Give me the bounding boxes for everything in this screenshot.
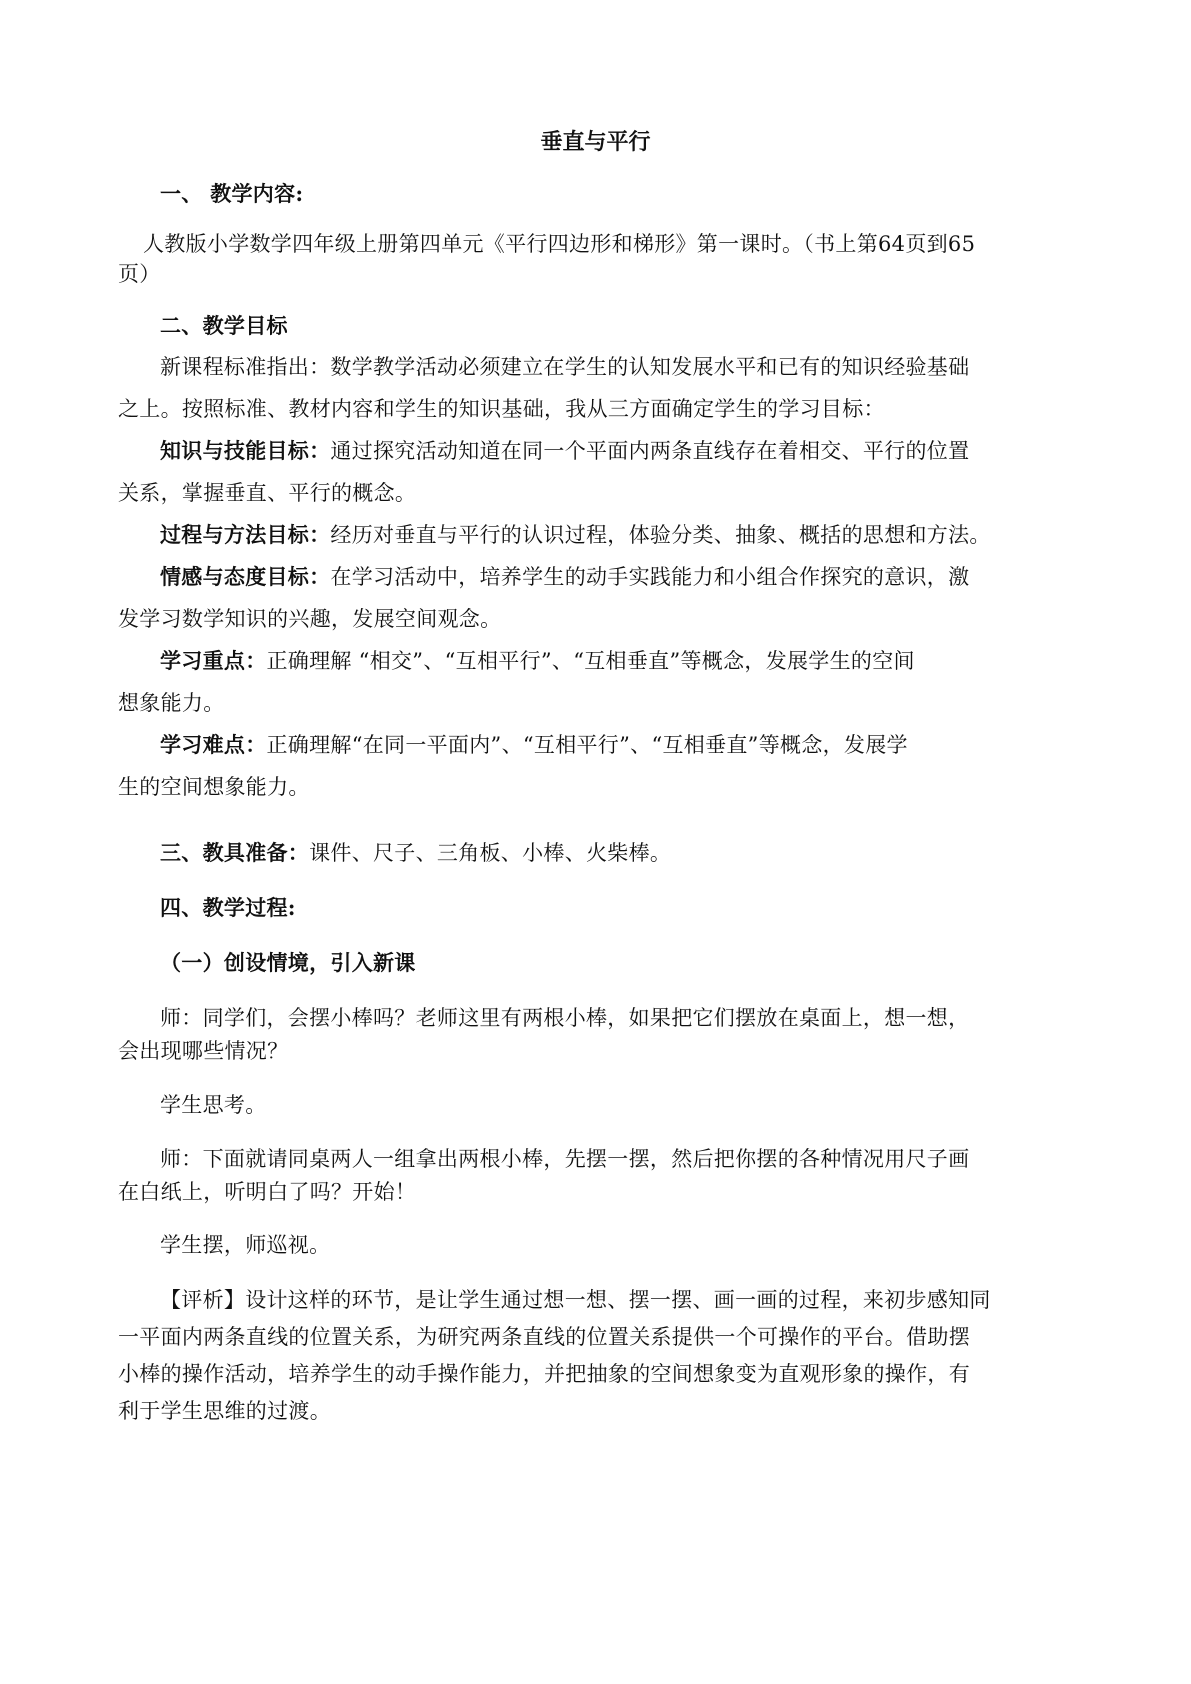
goal-knowledge-text: 通过探究活动知道在同一个平面内两条直线存在着相交、平行的位置 — [330, 439, 970, 463]
section-2-intro-line-1: 新课程标准指出：数学教学活动必须建立在学生的认知发展水平和已有的知识经验基础 — [160, 355, 970, 379]
paragraph-5-line-1: 【评析】设计这样的环节，是让学生通过想一想、摆一摆、画一画的过程，来初步感知同 — [160, 1288, 991, 1312]
goal-emotion-line-2: 发学习数学知识的兴趣，发展空间观念。 — [118, 607, 502, 631]
section-1-body-line-2: 页） — [118, 262, 161, 286]
goal-emotion-text: 在学习活动中，培养学生的动手实践能力和小组合作探究的意识，激 — [330, 565, 970, 589]
goal-knowledge-label: 知识与技能目标： — [160, 438, 331, 463]
key-point-line-2: 想象能力。 — [118, 691, 225, 715]
section-1-body-line-1: 人教版小学数学四年级上册第四单元《平行四边形和梯形》第一课时。（书上第64页到65 — [143, 232, 976, 256]
paragraph-2: 学生思考。 — [160, 1093, 267, 1117]
paragraph-5-line-3: 小棒的操作活动，培养学生的动手操作能力，并把抽象的空间想象变为直观形象的操作，有 — [118, 1362, 970, 1386]
goal-process-text: 经历对垂直与平行的认识过程，体验分类、抽象、概括的思想和方法。 — [330, 523, 991, 547]
goal-emotion-line-1 — [160, 562, 1120, 592]
paragraph-3-line-2: 在白纸上，听明白了吗？开始！ — [118, 1180, 417, 1204]
difficulty-line-1 — [160, 730, 1120, 760]
paragraph-4: 学生摆，师巡视。 — [160, 1233, 331, 1257]
document-title: 垂直与平行 — [540, 129, 651, 155]
paragraph-5-line-2: 一平面内两条直线的位置关系，为研究两条直线的位置关系提供一个可操作的平台。借助摆 — [118, 1325, 970, 1349]
difficulty-text: 正确理解“在同一平面内”、“互相平行”、“互相垂直”等概念，发展学 — [266, 733, 908, 757]
section-3-label: 三、教具准备： — [160, 840, 310, 865]
goal-process-line — [160, 520, 1120, 550]
paragraph-5-line-4: 利于学生思维的过渡。 — [118, 1399, 331, 1423]
section-3-line — [160, 838, 1120, 868]
goal-process-label: 过程与方法目标： — [160, 522, 331, 547]
difficulty-label: 学习难点： — [160, 732, 267, 757]
section-4-subheading-1: （一）创设情境，引入新课 — [160, 950, 416, 975]
section-1-heading: 一、 教学内容: — [160, 181, 304, 206]
paragraph-1-line-1: 师：同学们，会摆小棒吗？老师这里有两根小棒，如果把它们摆放在桌面上，想一想， — [160, 1006, 970, 1030]
goal-knowledge-line-2: 关系，掌握垂直、平行的概念。 — [118, 481, 417, 505]
section-2-heading: 二、教学目标 — [160, 313, 288, 338]
key-point-line-1 — [160, 646, 1120, 676]
section-3-text: 课件、尺子、三角板、小棒、火柴棒。 — [309, 841, 672, 865]
paragraph-3-line-1: 师：下面就请同桌两人一组拿出两根小棒，先摆一摆，然后把你摆的各种情况用尺子画 — [160, 1147, 970, 1171]
difficulty-line-2: 生的空间想象能力。 — [118, 775, 310, 799]
key-point-label: 学习重点： — [160, 648, 267, 673]
section-2-intro-line-2: 之上。按照标准、教材内容和学生的知识基础，我从三方面确定学生的学习目标： — [118, 397, 885, 421]
goal-emotion-label: 情感与态度目标： — [160, 564, 331, 589]
paragraph-1-line-2: 会出现哪些情况？ — [118, 1039, 289, 1063]
key-point-text: 正确理解 “相交”、“互相平行”、“互相垂直”等概念，发展学生的空间 — [266, 649, 915, 673]
section-4-heading: 四、教学过程: — [160, 895, 296, 920]
goal-knowledge-line-1 — [160, 436, 1120, 466]
